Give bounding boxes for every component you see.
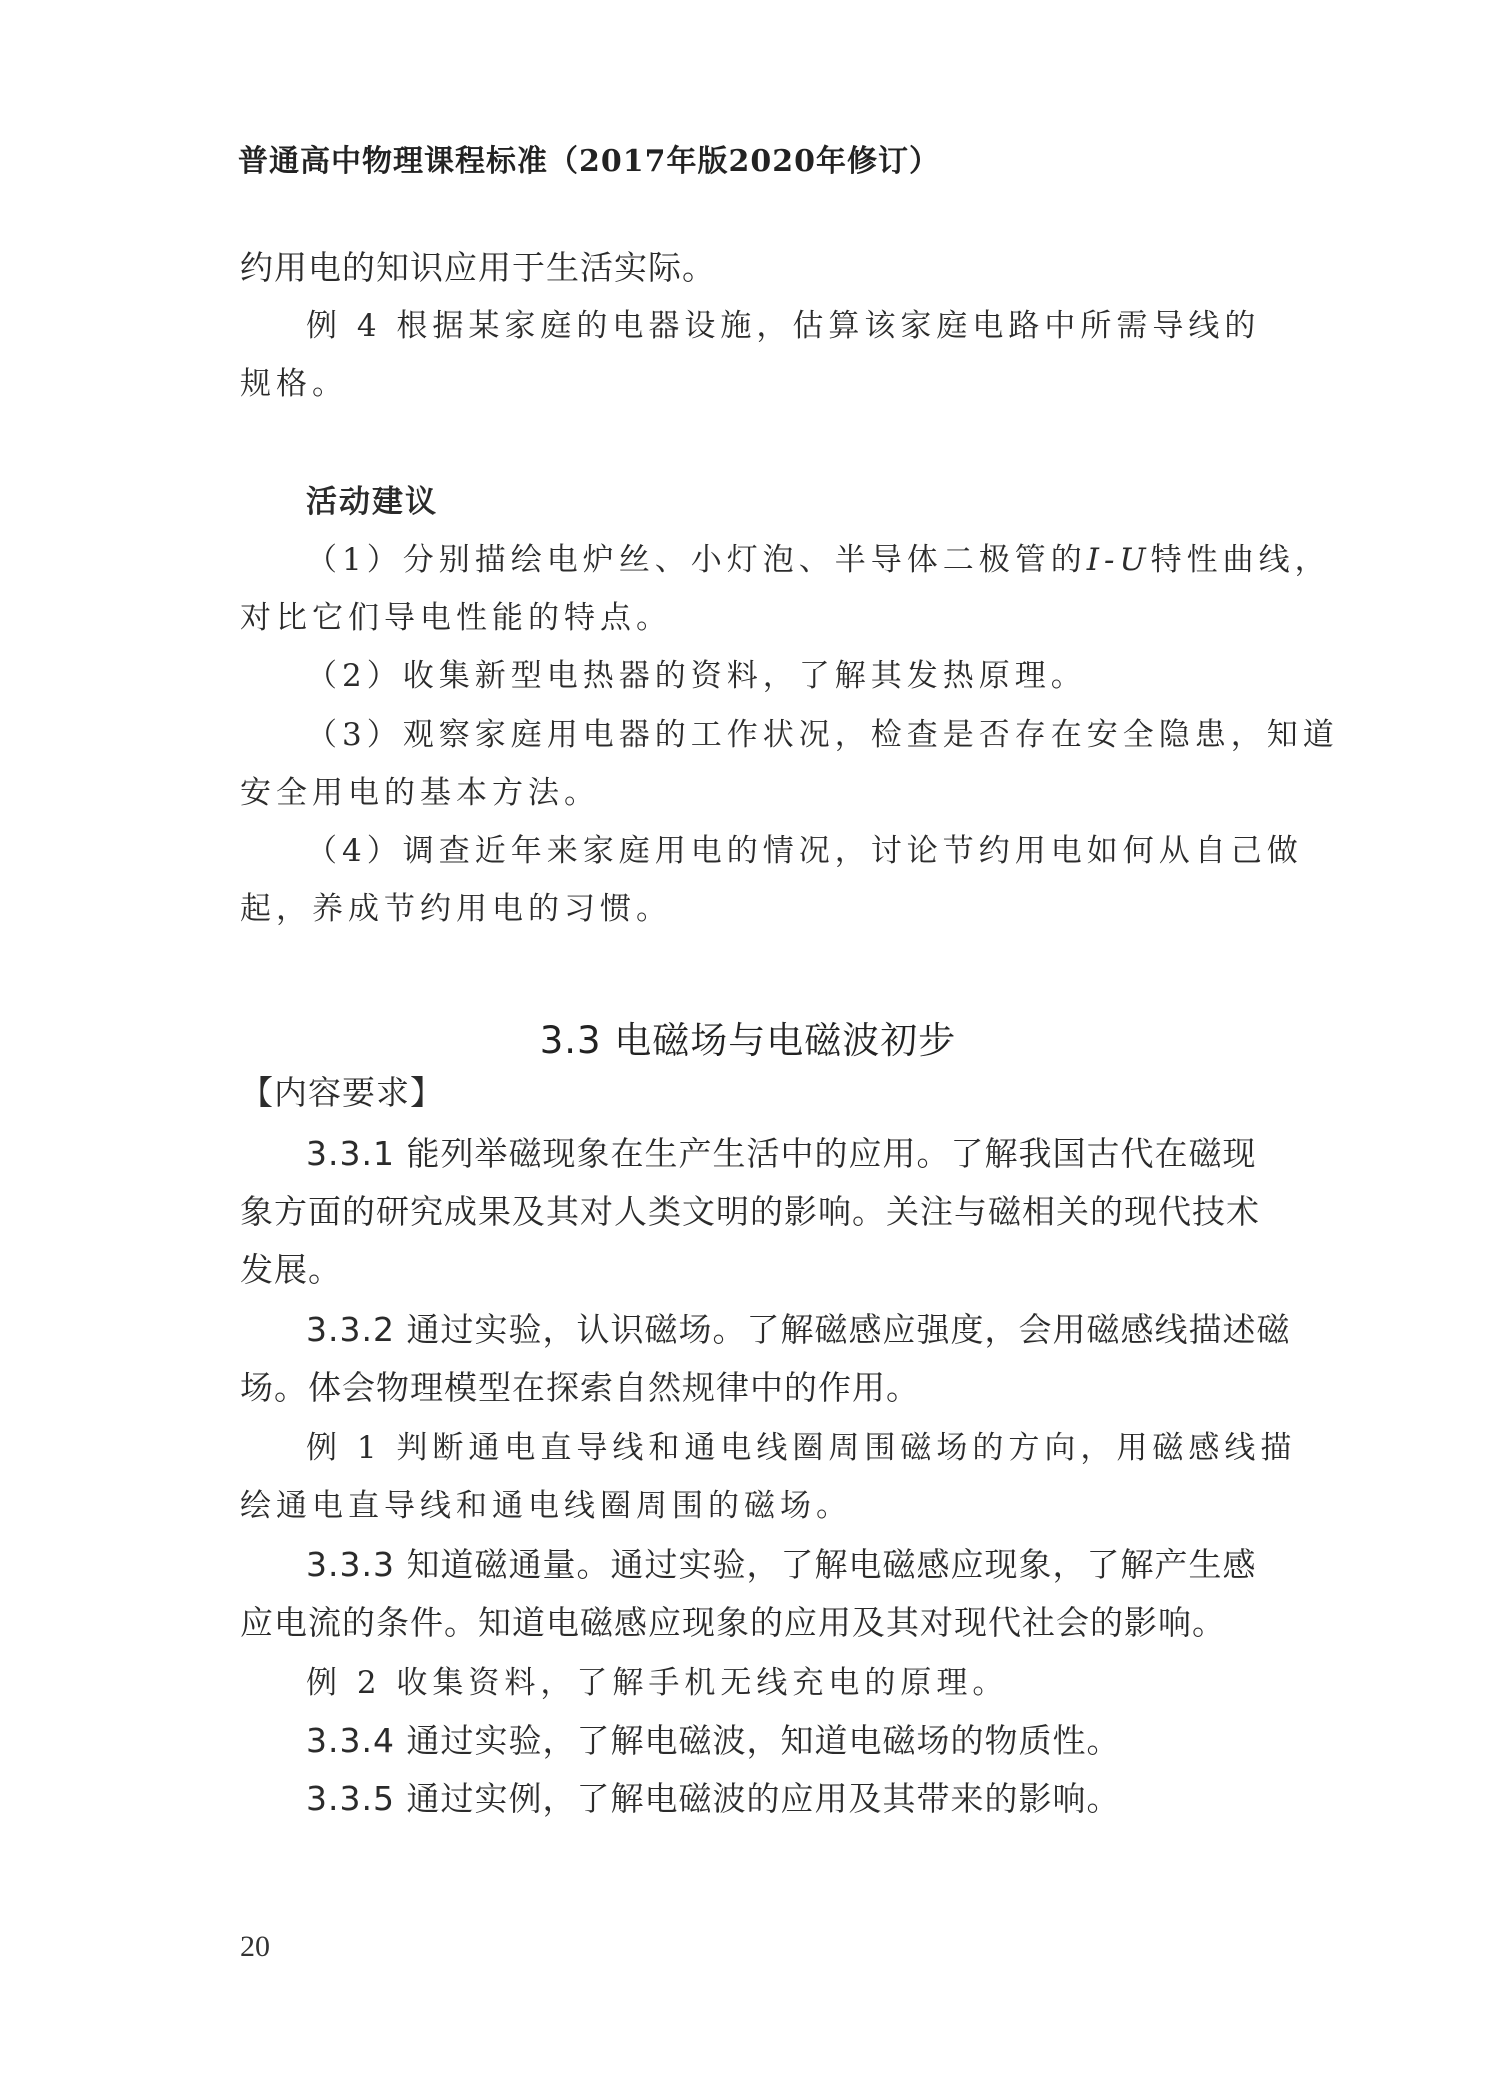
iu-symbol: I-U bbox=[1086, 542, 1151, 578]
example-4-line-1: 例 4 根据某家庭的电器设施，估算该家庭电路中所需导线的 bbox=[306, 308, 1261, 344]
activity-item-3-line-2: 安全用电的基本方法。 bbox=[240, 775, 600, 811]
activity-item-1-post: 特性曲线， bbox=[1150, 542, 1331, 578]
req-3-3-1-line-1: 3.3.1 能列举磁现象在生产生活中的应用。了解我国古代在磁现 bbox=[306, 1134, 1257, 1173]
continuation-line: 约用电的知识应用于生活实际。 bbox=[240, 248, 716, 287]
example-2-line-1: 例 2 收集资料，了解手机无线充电的原理。 bbox=[306, 1665, 1009, 1701]
activity-item-4-line-1: （4）调查近年来家庭用电的情况，讨论节约用电如何从自己做 bbox=[306, 833, 1303, 869]
req-3-3-3-line-1: 3.3.3 知道磁通量。通过实验，了解电磁感应现象，了解产生感 bbox=[306, 1545, 1257, 1584]
req-3-3-1-line-2: 象方面的研究成果及其对人类文明的影响。关注与磁相关的现代技术 bbox=[240, 1192, 1260, 1231]
activity-item-1-line-1 bbox=[306, 540, 1331, 580]
example-4-line-2: 规格。 bbox=[240, 366, 348, 402]
req-3-3-2-line-1: 3.3.2 通过实验，认识磁场。了解磁感应强度，会用磁感线描述磁 bbox=[306, 1310, 1291, 1349]
req-3-3-2-line-2: 场。体会物理模型在探索自然规律中的作用。 bbox=[240, 1368, 920, 1407]
req-3-3-4-line-1: 3.3.4 通过实验，了解电磁波，知道电磁场的物质性。 bbox=[306, 1721, 1121, 1760]
section-title: 3.3 电磁场与电磁波初步 bbox=[539, 1019, 957, 1062]
example-1-line-2: 绘通电直导线和通电线圈周围的磁场。 bbox=[240, 1488, 852, 1524]
activity-item-1-line-2: 对比它们导电性能的特点。 bbox=[240, 600, 672, 636]
activity-heading: 活动建议 bbox=[306, 484, 438, 520]
example-1-line-1: 例 1 判断通电直导线和通电线圈周围磁场的方向，用磁感线描 bbox=[306, 1430, 1297, 1466]
page-number: 20 bbox=[240, 1930, 270, 1963]
req-3-3-5-line-1: 3.3.5 通过实例，了解电磁波的应用及其带来的影响。 bbox=[306, 1779, 1121, 1818]
running-header: 普通高中物理课程标准（2017年版2020年修订） bbox=[238, 144, 940, 179]
req-3-3-3-line-2: 应电流的条件。知道电磁感应现象的应用及其对现代社会的影响。 bbox=[240, 1603, 1226, 1642]
activity-item-4-line-2: 起，养成节约用电的习惯。 bbox=[240, 891, 672, 927]
activity-item-2-line-1: （2）收集新型电热器的资料，了解其发热原理。 bbox=[306, 658, 1087, 694]
activity-item-1-pre: （1）分别描绘电炉丝、小灯泡、半导体二极管的 bbox=[306, 542, 1087, 578]
activity-item-3-line-1: （3）观察家庭用电器的工作状况，检查是否存在安全隐患，知道 bbox=[306, 717, 1339, 753]
req-3-3-1-line-3: 发展。 bbox=[240, 1250, 342, 1289]
content-requirements-heading: 【内容要求】 bbox=[240, 1073, 444, 1112]
